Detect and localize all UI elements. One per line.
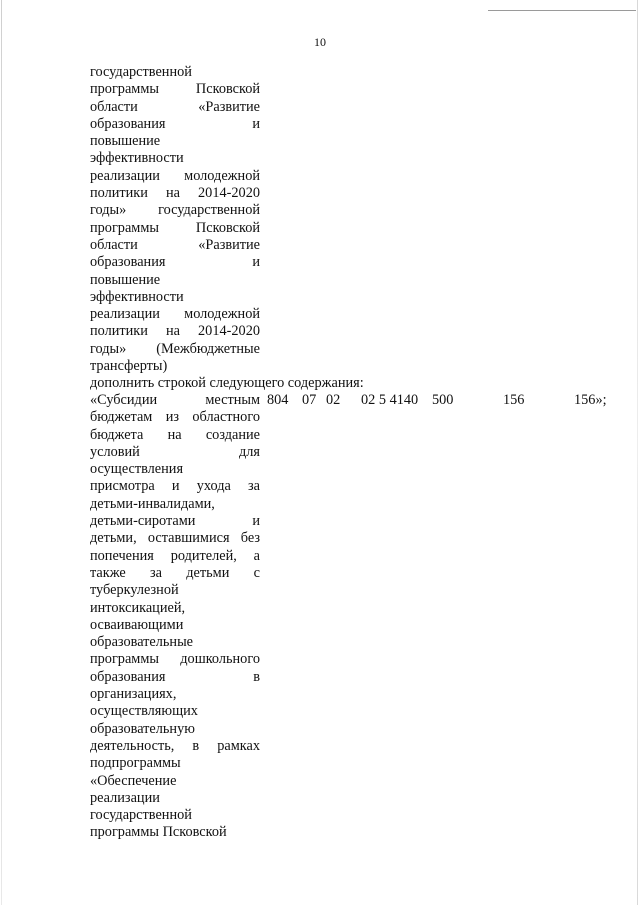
row-name-line: реализации	[90, 789, 160, 806]
continuation-line: повышение	[90, 271, 161, 288]
row-name-line: также за детьми с	[90, 564, 260, 581]
row-name-line: подпрограммы	[90, 755, 181, 772]
continuation-line: реализации молодежной	[90, 306, 260, 323]
row-name-line: бюджетам из областного	[90, 409, 260, 426]
continuation-line: реализации молодежной	[90, 167, 260, 184]
scan-edge-right	[637, 0, 638, 905]
continuation-line: политики на 2014-2020	[90, 185, 260, 202]
page-number: 10	[314, 35, 326, 49]
continuation-text	[90, 64, 260, 375]
row-name-line: «Субсидии местным	[90, 392, 260, 408]
target-article-cell: 02 5 4140	[361, 392, 419, 408]
amount-1-cell: 156	[503, 392, 525, 408]
continuation-line: программы Псковской	[90, 219, 260, 236]
row-name-line: детьми-сиротами и	[90, 513, 260, 530]
row-name-line: условий для	[90, 443, 260, 460]
addition-instruction: дополнить строкой следующего содержания:	[90, 375, 364, 391]
row-name-line: образовательную	[90, 720, 195, 737]
continuation-line: политики на 2014-2020	[90, 323, 260, 340]
continuation-line: годы» (Межбюджетные	[90, 340, 260, 357]
row-name-line: организациях,	[90, 686, 177, 703]
row-name-line: интоксикацией,	[90, 599, 186, 616]
row-name-line: детьми-инвалидами,	[90, 495, 215, 512]
subsection-cell: 02	[326, 392, 341, 408]
row-name-line: бюджета на создание	[90, 426, 260, 443]
row-name-line: детьми, оставшимися без	[90, 530, 260, 547]
scan-edge-left	[1, 0, 2, 905]
ministry-code-cell: 804	[267, 392, 289, 408]
row-name-line: «Обеспечение	[90, 772, 177, 789]
row-name-line: присмотра и ухода за	[90, 478, 260, 495]
row-name-line: программы Псковской	[90, 824, 227, 841]
row-name-line: деятельность, в рамках	[90, 737, 260, 754]
continuation-line: образования и	[90, 254, 260, 271]
row-name-line: образования в	[90, 668, 260, 685]
continuation-line: области «Развитие	[90, 98, 260, 115]
row-name-line: осваивающими	[90, 616, 184, 633]
section-cell: 07	[302, 392, 317, 408]
row-name-line: попечения родителей, а	[90, 547, 260, 564]
row-name-line: программы дошкольного	[90, 651, 260, 668]
row-name-line: туберкулезной	[90, 582, 179, 599]
continuation-line: повышение	[90, 133, 161, 150]
continuation-line: эффективности	[90, 150, 184, 167]
continuation-line: годы» государственной	[90, 202, 260, 219]
continuation-line: трансферты)	[90, 358, 168, 375]
row-name-line: образовательные	[90, 634, 194, 651]
continuation-line: образования и	[90, 115, 260, 132]
continuation-line: государственной	[90, 64, 192, 80]
continuation-line: программы Псковской	[90, 81, 260, 98]
row-name-line: осуществления	[90, 461, 184, 478]
row-name-line: государственной	[90, 807, 192, 824]
continuation-line: эффективности	[90, 288, 184, 305]
expense-type-cell: 500	[432, 392, 454, 408]
amount-2-cell: 156»;	[574, 392, 607, 408]
continuation-line: области «Развитие	[90, 236, 260, 253]
new-row-name	[90, 392, 260, 842]
scan-top-mark	[488, 10, 636, 11]
row-name-line: осуществляющих	[90, 703, 198, 720]
